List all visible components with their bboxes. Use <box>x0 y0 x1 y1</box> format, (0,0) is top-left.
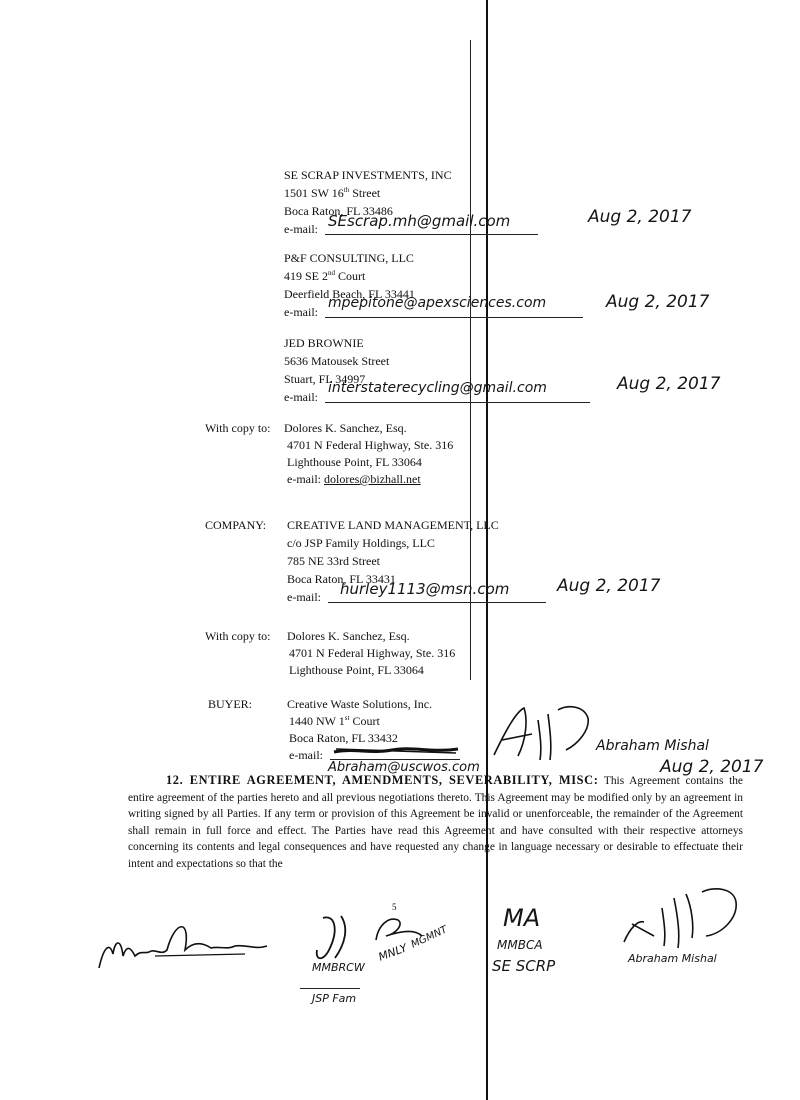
email-label: e-mail: <box>289 748 323 762</box>
signature-initial-1 <box>95 910 275 980</box>
initial-2-sublabel: JSP Fam <box>312 992 357 1005</box>
handwritten-signer: Abraham Mishal <box>596 738 709 754</box>
party-city: Lighthouse Point, FL 33064 <box>287 455 422 469</box>
fold-line <box>486 0 488 1100</box>
company-label: COMPANY: <box>205 518 267 532</box>
email-underline <box>328 602 546 603</box>
section-12-paragraph <box>128 772 743 872</box>
section-heading: 12. ENTIRE AGREEMENT, AMENDMENTS, SEVERABILITY, MISC: <box>166 773 599 787</box>
party-street: 4701 N Federal Highway, Ste. 316 <box>289 646 456 660</box>
initial-2-label: MMBRCW <box>312 961 365 974</box>
initial-3-sublabel: MGMNT <box>409 924 450 951</box>
initial-4-sublabel: SE SCRP <box>492 957 556 975</box>
party-name: Dolores K. Sanchez, Esq. <box>284 421 407 435</box>
buyer-label: BUYER: <box>208 697 253 711</box>
party-street: 785 NE 33rd Street <box>287 554 380 568</box>
signature-initial-5 <box>614 878 774 958</box>
handwritten-email: mpepitone@apexsciences.com <box>328 295 547 311</box>
party-street: 5636 Matousek Street <box>284 354 390 368</box>
email-label: e-mail: <box>284 390 318 404</box>
party-city: Lighthouse Point, FL 33064 <box>289 663 424 677</box>
handwritten-email: interstaterecycling@gmail.com <box>328 380 547 396</box>
handwritten-email: Abraham@uscwos.com <box>328 760 480 775</box>
email-line: e-mail: dolores@bizhall.net <box>287 472 421 486</box>
copy-label: With copy to: <box>205 421 271 435</box>
handwritten-date: Aug 2, 2017 <box>557 576 661 596</box>
party-city: Boca Raton, FL 33486 <box>284 204 393 218</box>
page-number: 5 <box>392 902 397 912</box>
handwritten-date: Aug 2, 2017 <box>588 207 692 227</box>
email-underline <box>325 317 583 318</box>
section-body: This Agreement contains the entire agreement of the parties hereto and all previous negotiations thereto. This Agreement may be modified only by an agreement in writing signed by all Parties. If any term or provision of this Agreement be invalid or unenforceable, the remainder of the Agreement shall remain in full force and effect. The Parties have read this Agreement and have consulted with their respective attorneys concerning its contents and legal consequences and have requested any change in language necessary or desirable to effectuate their intent and expectations so that the <box>128 775 743 870</box>
party-city: Boca Raton, FL 33432 <box>289 731 398 745</box>
party-street: 1501 SW 16th Street <box>284 186 381 200</box>
party-name: P&F CONSULTING, LLC <box>284 251 414 265</box>
handwritten-email: SEscrap.mh@gmail.com <box>328 212 511 230</box>
email-label: e-mail: <box>284 222 318 236</box>
copy-label: With copy to: <box>205 629 271 643</box>
party-city: Boca Raton, FL 33431 <box>287 572 396 586</box>
email-link[interactable]: dolores@bizhall.net <box>323 472 421 486</box>
initial-4-label: MMBCA <box>497 938 543 952</box>
party-co: c/o JSP Family Holdings, LLC <box>287 536 435 550</box>
initial-3-label: MNLY <box>376 941 409 964</box>
party-name: Creative Waste Solutions, Inc. <box>287 697 433 711</box>
buyer-signature <box>488 700 608 770</box>
handwritten-date: Aug 2, 2017 <box>617 374 721 394</box>
email-underline <box>325 234 538 235</box>
party-street: 4701 N Federal Highway, Ste. 316 <box>287 438 454 452</box>
email-label: e-mail: <box>287 590 321 604</box>
initial-5-label: Abraham Mishal <box>628 952 717 965</box>
party-name: CREATIVE LAND MANAGEMENT, LLC <box>287 518 499 532</box>
handwritten-date: Aug 2, 2017 <box>606 292 710 312</box>
email-underline <box>325 402 590 403</box>
party-name: Dolores K. Sanchez, Esq. <box>287 629 410 643</box>
struck-out-email <box>332 744 462 758</box>
initial-2-underline <box>300 988 360 989</box>
party-city: Stuart, FL 34997 <box>284 372 366 386</box>
party-name: JED BROWNIE <box>284 336 364 350</box>
party-street: 419 SE 2nd Court <box>284 269 366 283</box>
party-city: Deerfield Beach, FL 33441 <box>284 287 415 301</box>
handwritten-date: Aug 2, 2017 <box>660 757 764 777</box>
party-name: SE SCRAP INVESTMENTS, INC <box>284 168 452 182</box>
email-label: e-mail: <box>284 305 318 319</box>
handwritten-email: hurley1113@msn.com <box>340 580 510 598</box>
party-street: 1440 NW 1st Court <box>289 714 380 728</box>
initial-4-mark: MA <box>503 904 541 932</box>
